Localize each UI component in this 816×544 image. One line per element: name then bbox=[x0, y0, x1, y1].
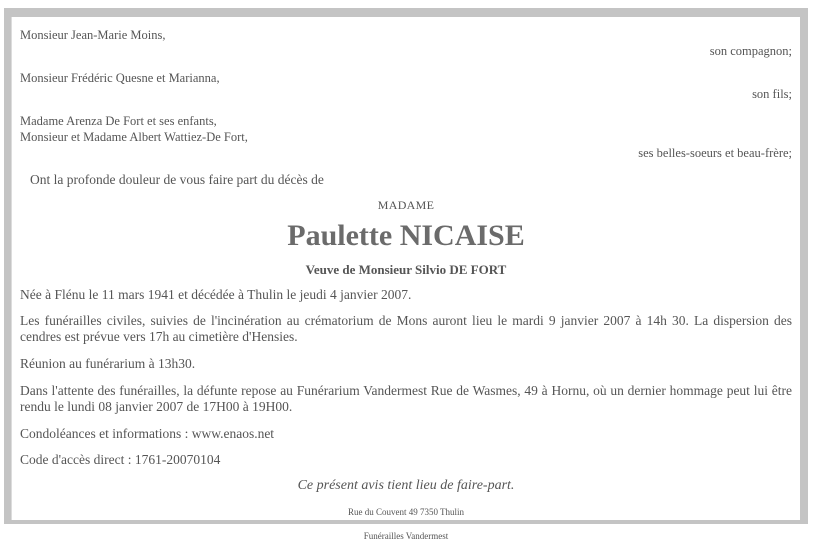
address-text: Rue du Couvent 49 7350 Thulin bbox=[347, 507, 465, 517]
relative-block-1 bbox=[20, 17, 792, 59]
title-madame: MADAME bbox=[377, 198, 435, 212]
funeral-home-text: Funérailles Vandermest bbox=[363, 531, 449, 541]
funeral-paragraph: Les funérailles civiles, suivies de l'incinération au crématorium de Mons auront lieu le mardi 9 janvier 2007 à 14h 30. La dispersion des cendres est prévue vers 17h au cimetière d'Hensies. bbox=[20, 313, 792, 344]
birth-death-paragraph: Née à Flénu le 11 mars 1941 et décédée à Thulin le jeudi 4 janvier 2007. bbox=[20, 287, 412, 302]
relative-name: Monsieur Jean-Marie Moins, bbox=[20, 28, 166, 42]
widow-of: Veuve de Monsieur Silvio DE FORT bbox=[305, 262, 507, 277]
relative-block-3 bbox=[20, 113, 792, 161]
relative-role: son fils; bbox=[752, 87, 792, 101]
relative-role: ses belles-soeurs et beau-frère; bbox=[638, 146, 792, 160]
meeting-paragraph: Réunion au funérarium à 13h30. bbox=[20, 356, 196, 371]
relative-name: Madame Arenza De Fort et ses enfants, bbox=[20, 114, 217, 128]
access-code-paragraph: Code d'accès direct : 1761-20070104 bbox=[20, 452, 221, 467]
relative-block-2 bbox=[20, 70, 792, 102]
condolences-paragraph: Condoléances et informations : www.enaos.net bbox=[20, 426, 275, 441]
intro-text: Ont la profonde douleur de vous faire part du décès de bbox=[30, 172, 324, 187]
obituary-content bbox=[20, 17, 792, 544]
viewing-paragraph: Dans l'attente des funérailles, la défunte repose au Funérarium Vandermest Rue de Wasmes, 49 à Hornu, où un dernier hommage peut lui être rendu le lundi 08 janvier 2007 de 17H00 à 19H00. bbox=[20, 383, 792, 414]
relative-name: Monsieur Frédéric Quesne et Marianna, bbox=[20, 71, 220, 85]
relative-name: Monsieur et Madame Albert Wattiez-De Fort, bbox=[20, 130, 248, 144]
obituary-card bbox=[11, 17, 800, 541]
deceased-name: Paulette NICAISE bbox=[287, 219, 525, 252]
relative-role: son compagnon; bbox=[709, 44, 792, 58]
notice-text: Ce présent avis tient lieu de faire-part. bbox=[297, 478, 515, 493]
